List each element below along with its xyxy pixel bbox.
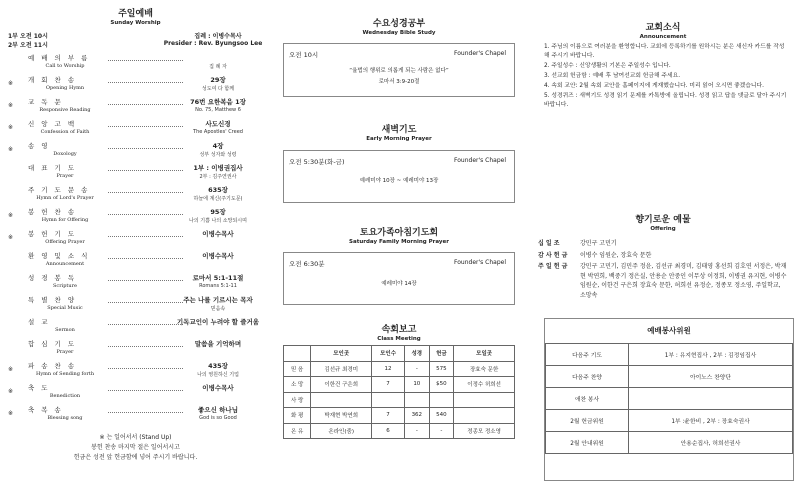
worship-order-row — [8, 229, 263, 251]
service-2-time: 2부 오전 11시 — [8, 42, 48, 49]
worship-item-name: 환영및소식 — [28, 252, 95, 260]
worship-item-sub: Doxology — [53, 151, 77, 157]
table-cell — [429, 392, 454, 408]
dawn-time: 오전 5:30분(화-금) — [289, 158, 345, 166]
dawn-text: 예레미야 10장 ~ 예레미야 13장 — [359, 178, 439, 184]
table-cell: 2월 안내위원 — [546, 432, 629, 454]
dotted-leader — [108, 192, 183, 193]
table-row — [546, 410, 793, 432]
table-cell: - — [405, 423, 430, 439]
table-cell: 온 유 — [284, 423, 311, 439]
dotted-leader — [108, 390, 183, 391]
worship-item-value: 이병수목사 — [202, 252, 234, 260]
class-meeting-title: 속회보고 — [381, 325, 417, 335]
worship-order-row — [8, 383, 263, 405]
worship-item-name: 합심기도 — [28, 340, 82, 348]
worship-item-name: 대표기도 — [28, 164, 82, 172]
table-cell: 2월 헌금위원 — [546, 410, 629, 432]
worship-item-name: 봉헌기도 — [28, 230, 82, 238]
table-row — [546, 432, 793, 454]
stand-mark: ※ — [8, 80, 14, 87]
stand-mark: ※ — [8, 388, 14, 395]
worship-item-name: 파송찬송 — [28, 362, 82, 370]
list-item: 3. 선교회 헌금함 : 예배 후 남여선교회 헌금해 주세요. — [544, 73, 681, 79]
wednesday-title: 수요성경공부 — [372, 19, 426, 29]
saturday-time: 오전 6:30분 — [289, 260, 325, 268]
table-cell: 이정수 허희선 — [454, 377, 515, 393]
table-cell — [454, 408, 515, 424]
dotted-leader — [108, 302, 183, 303]
table-cell: 다음주 찬양 — [546, 366, 629, 388]
stand-mark: ※ — [8, 366, 14, 373]
table-cell: 1부 : 유지현집사 , 2부 : 김정임집사 — [629, 344, 793, 366]
worship-item-value: 76번 요한복음 1장 — [190, 98, 246, 106]
worship-item-detail: 성도여 다 함께 — [201, 86, 235, 92]
worship-item-name: 송영 — [28, 142, 55, 150]
table-row — [284, 361, 515, 377]
worship-item-value: 말씀을 기억하며 — [194, 340, 242, 348]
worship-item-detail: 나의 영원하신 기업 — [197, 372, 239, 378]
class-meeting-header-cell: 모일곳 — [454, 346, 515, 362]
worship-item-value: 기독교인이 누려야 할 즐거움 — [176, 318, 260, 326]
worship-item-detail: No. 75, Matthew 6 — [195, 107, 241, 113]
worship-item-value: 29장 — [210, 76, 226, 84]
table-cell: 10 — [405, 377, 430, 393]
worship-order-row — [8, 295, 263, 317]
worship-order-row — [8, 119, 263, 141]
dotted-leader — [108, 236, 183, 237]
table-cell: 장효숙 문한 — [454, 361, 515, 377]
sunday-title-en: Sunday Worship — [110, 20, 161, 26]
saturday-title: 토요가족아침기도회 — [359, 228, 439, 238]
dotted-leader — [108, 324, 183, 325]
worship-item-name: 설교 — [28, 318, 55, 326]
class-meeting-header-cell: 모인곳 — [311, 346, 372, 362]
worship-item-sub: Blessing song — [47, 415, 83, 421]
worship-item-detail: 성부 성자와 성령 — [199, 152, 237, 158]
worship-item-sub: Prayer — [56, 173, 74, 179]
worship-item-value: 사도신경 — [205, 120, 231, 128]
stand-mark: ※ — [8, 410, 14, 417]
table-cell: 사 랑 — [284, 392, 311, 408]
table-cell: - — [429, 423, 454, 439]
worship-item-name: 주기도문송 — [28, 186, 95, 194]
worship-item-value: 이병수목사 — [202, 230, 234, 238]
offering-title-en: Offering — [650, 226, 676, 232]
worship-order-row — [8, 141, 263, 163]
announcement-title: 교회소식 — [645, 23, 681, 33]
saturday-box — [283, 252, 515, 305]
worship-order-row — [8, 317, 263, 339]
offering-list — [538, 239, 788, 300]
announcement-section — [538, 20, 788, 111]
table-row — [284, 423, 515, 439]
class-meeting-title-en: Class Meeting — [377, 336, 421, 342]
table-cell — [311, 392, 372, 408]
wednesday-quote: “율법의 행위로 의롭게 되는 사람은 없다” — [349, 68, 449, 74]
list-item: 4. 속회 교안: 2월 속회 교안을 홈페이지에 게재했습니다. 미리 읽어 오시면 좋겠습니다. — [544, 83, 764, 89]
worship-order-row — [8, 53, 263, 75]
class-meeting-section — [283, 322, 515, 439]
worship-item-value: 95장 — [210, 208, 226, 216]
class-meeting-header-cell: 모인수 — [372, 346, 405, 362]
wednesday-time: 오전 10시 — [289, 51, 319, 59]
dawn-section — [283, 122, 515, 203]
offering-hymn-note: 봉헌 찬송 마지막 절은 일어서시고 — [91, 444, 180, 451]
table-cell: 540 — [429, 408, 454, 424]
table-row — [546, 388, 793, 410]
worship-item-value: 435장 — [208, 362, 228, 370]
dotted-leader — [108, 258, 183, 259]
worship-order-row — [8, 207, 263, 229]
table-cell: 애찬 봉사 — [546, 388, 629, 410]
table-cell: 1부 :윤한비 , 2부 : 장효숙권사 — [629, 410, 793, 432]
stand-mark: ※ — [8, 212, 14, 219]
worship-item-name: 성경봉독 — [28, 274, 82, 282]
worship-item-name: 특별찬양 — [28, 296, 82, 304]
stand-mark: ※ — [8, 234, 14, 241]
list-item: 2. 주일성수 : 신앙생활의 기본은 주일성수 입니다. — [544, 63, 671, 69]
worship-item-value: 4장 — [212, 142, 224, 150]
worship-item-detail: Romans 5:1-11 — [199, 283, 237, 289]
table-cell: 575 — [429, 361, 454, 377]
dotted-leader — [108, 346, 183, 347]
dotted-leader — [108, 60, 183, 61]
offering-row — [538, 262, 788, 300]
worship-item-name: 교독문 — [28, 98, 68, 106]
class-meeting-header-cell: 헌금 — [429, 346, 454, 362]
worship-item-name: 개회찬송 — [28, 76, 82, 84]
service-committee-title: 예배봉사위원 — [647, 326, 691, 335]
worship-item-sub: Scripture — [53, 283, 77, 289]
dotted-leader — [108, 368, 183, 369]
worship-item-sub: Sermon — [55, 327, 75, 333]
worship-order-row — [8, 185, 263, 207]
worship-item-sub: Opening Hymn — [45, 85, 85, 91]
table-cell: 12 — [372, 361, 405, 377]
table-cell: 7 — [372, 408, 405, 424]
stand-mark: ※ — [8, 146, 14, 153]
stand-up-note: ※ 는 일어서서 (Stand Up) — [99, 434, 172, 441]
sunday-worship-section — [8, 6, 263, 463]
announcement-list — [538, 43, 788, 110]
presider-en: Presider : Rev. Byungsoo Lee — [163, 40, 263, 47]
worship-item-sub: Responsive Reading — [39, 107, 91, 113]
dotted-leader — [108, 104, 183, 105]
table-cell: $50 — [429, 377, 454, 393]
offering-label: 십 일 조 — [538, 240, 560, 247]
dotted-leader — [108, 214, 183, 215]
table-cell: 믿 음 — [284, 361, 311, 377]
worship-item-sub: Special Music — [47, 305, 83, 311]
stand-mark: ※ — [8, 124, 14, 131]
list-item: 1. 주님의 이름으로 여러분을 환영합니다. 교회에 등록하기를 원하시는 분은 새신자 카드를 작성해 주시기 바랍니다. — [544, 44, 785, 59]
table-cell — [454, 392, 515, 408]
table-cell: 정종모 정소영 — [454, 423, 515, 439]
worship-order-row — [8, 251, 263, 273]
class-meeting-header-row — [284, 346, 515, 362]
wednesday-ref: 로마서 3:9-20절 — [378, 79, 420, 85]
offering-row — [538, 251, 788, 261]
table-row — [284, 392, 515, 408]
presider-ko: 집례 : 이병수목사 — [194, 33, 242, 40]
offering-names: 강민구 고민기 — [580, 240, 617, 247]
class-meeting-table — [283, 345, 515, 439]
class-meeting-header-cell: 성경 — [405, 346, 430, 362]
dawn-title-en: Early Morning Prayer — [366, 136, 432, 142]
table-cell: 온라인(줌) — [311, 423, 372, 439]
worship-item-sub: Prayer — [56, 349, 74, 355]
dawn-box — [283, 150, 515, 203]
worship-item-sub: Benediction — [49, 393, 81, 399]
offering-row — [538, 239, 788, 249]
worship-item-detail: 믿음속 — [210, 306, 226, 312]
service-committee-box — [544, 318, 794, 481]
saturday-title-en: Saturday Family Morning Prayer — [349, 239, 449, 245]
table-row — [546, 366, 793, 388]
class-meeting-header-cell — [284, 346, 311, 362]
worship-item-name: 봉헌찬송 — [28, 208, 82, 216]
table-cell: 박재현 박연희 — [311, 408, 372, 424]
table-cell: 이한건 구은희 — [311, 377, 372, 393]
worship-item-detail: 하늘에 계신(주기도문) — [193, 196, 243, 202]
worship-item-name: 신앙고백 — [28, 120, 82, 128]
saturday-place: Founder's Chapel — [454, 259, 506, 266]
worship-item-sub: Call to Worship — [45, 63, 85, 69]
table-row — [284, 408, 515, 424]
wednesday-box — [283, 43, 515, 97]
dawn-title: 새벽기도 — [381, 125, 417, 135]
table-cell: 안용순집사, 허희선권사 — [629, 432, 793, 454]
wednesday-place: Founder's Chapel — [454, 50, 506, 57]
worship-item-value: 좋으신 하나님 — [198, 406, 238, 414]
worship-item-value: 1부 : 이병권집사 — [193, 164, 243, 172]
offering-section — [538, 212, 788, 302]
table-cell — [372, 392, 405, 408]
offering-box-note: 헌금은 성전 앞 헌금함에 넣어 주시기 바랍니다. — [73, 454, 198, 461]
table-cell: 6 — [372, 423, 405, 439]
worship-item-sub: Hymn for Offering — [41, 217, 89, 223]
table-cell: 김선규 최경미 — [311, 361, 372, 377]
worship-item-detail: 나의 기쁨 나의 소망되시며 — [189, 218, 247, 224]
list-item: 5. 성경퀴즈 : 새벽기도 성경 읽기 문제를 카톡방에 올립니다. 성경 읽고 답을 댓글로 달아 주시기 바랍니다. — [544, 93, 787, 108]
dotted-leader — [108, 170, 183, 171]
worship-item-name: 축도 — [28, 384, 55, 392]
worship-item-value: 로마서 5:1-11절 — [192, 274, 244, 282]
dotted-leader — [108, 412, 183, 413]
worship-order-row — [8, 361, 263, 383]
table-cell: 화 평 — [284, 408, 311, 424]
table-cell: - — [405, 361, 430, 377]
table-cell: 아이노스 찬양단 — [629, 366, 793, 388]
worship-order-row — [8, 163, 263, 185]
worship-item-value: 이병수목사 — [202, 384, 234, 392]
offering-names: 이병수 임원순, 장효숙 문한 — [580, 251, 652, 259]
worship-item-sub: Hymn of Lord's Prayer — [36, 195, 94, 201]
announcement-title-en: Announcement — [639, 34, 687, 40]
saturday-section — [283, 225, 515, 305]
worship-order-row — [8, 75, 263, 97]
wednesday-title-en: Wednesday Bible Study — [362, 30, 436, 36]
worship-item-name: 예배의부름 — [28, 54, 95, 62]
worship-item-detail: 2부 : 김주연권사 — [199, 174, 237, 180]
worship-item-value: 635장 — [208, 186, 228, 194]
worship-item-sub: Confession of Faith — [40, 129, 90, 135]
worship-item-sub: Offering Prayer — [45, 239, 85, 245]
worship-item-detail: 집 례 자 — [209, 64, 227, 70]
sunday-title: 주일예배 — [118, 9, 153, 19]
offering-title: 향기로운 예물 — [635, 215, 691, 225]
worship-item-sub: Hymn of Sending forth — [35, 371, 95, 377]
table-row — [546, 344, 793, 366]
table-cell: 362 — [405, 408, 430, 424]
table-cell — [629, 388, 793, 410]
worship-item-sub: Announcement — [45, 261, 85, 267]
offering-label: 주 일 헌 금 — [538, 263, 568, 270]
service-1-time: 1부 오전 10시 — [8, 33, 48, 40]
worship-item-value: 주는 나를 기르시는 목자 — [183, 296, 253, 304]
table-cell: 다음주 기도 — [546, 344, 629, 366]
table-cell: 소 망 — [284, 377, 311, 393]
worship-order-list — [8, 53, 263, 427]
worship-order-row — [8, 97, 263, 119]
offering-label: 감 사 헌 금 — [538, 251, 568, 259]
stand-mark: ※ — [8, 102, 14, 109]
table-cell: 7 — [372, 377, 405, 393]
table-row — [284, 377, 515, 393]
worship-item-detail: The Apostles' Creed — [193, 129, 243, 135]
table-cell — [405, 392, 430, 408]
worship-item-detail: God is so Good — [199, 415, 237, 421]
service-committee-table — [545, 343, 793, 454]
dotted-leader — [108, 280, 183, 281]
dawn-place: Founder's Chapel — [454, 157, 506, 164]
dotted-leader — [108, 126, 183, 127]
worship-order-row — [8, 339, 263, 361]
worship-order-row — [8, 405, 263, 427]
wednesday-section — [283, 16, 515, 97]
worship-order-row — [8, 273, 263, 295]
worship-item-name: 축복송 — [28, 406, 68, 414]
offering-names: 강민구 고민기, 김민주 정윤, 김선규 최경미, 김태영 홍선희 김호연 서정은, 박재현 박연희, 백중기 정은실, 안용순 안중인 이무상 이정희, 이병권 유지현, 이병수 임원순, 이한건 구은희 장효숙 문한, 허희선 유정순, 정종모 정소영, 주일학교, 소망속 — [580, 263, 787, 299]
saturday-text: 예레미야 14장 — [381, 281, 417, 287]
dotted-leader — [108, 148, 183, 149]
dotted-leader — [108, 82, 183, 83]
